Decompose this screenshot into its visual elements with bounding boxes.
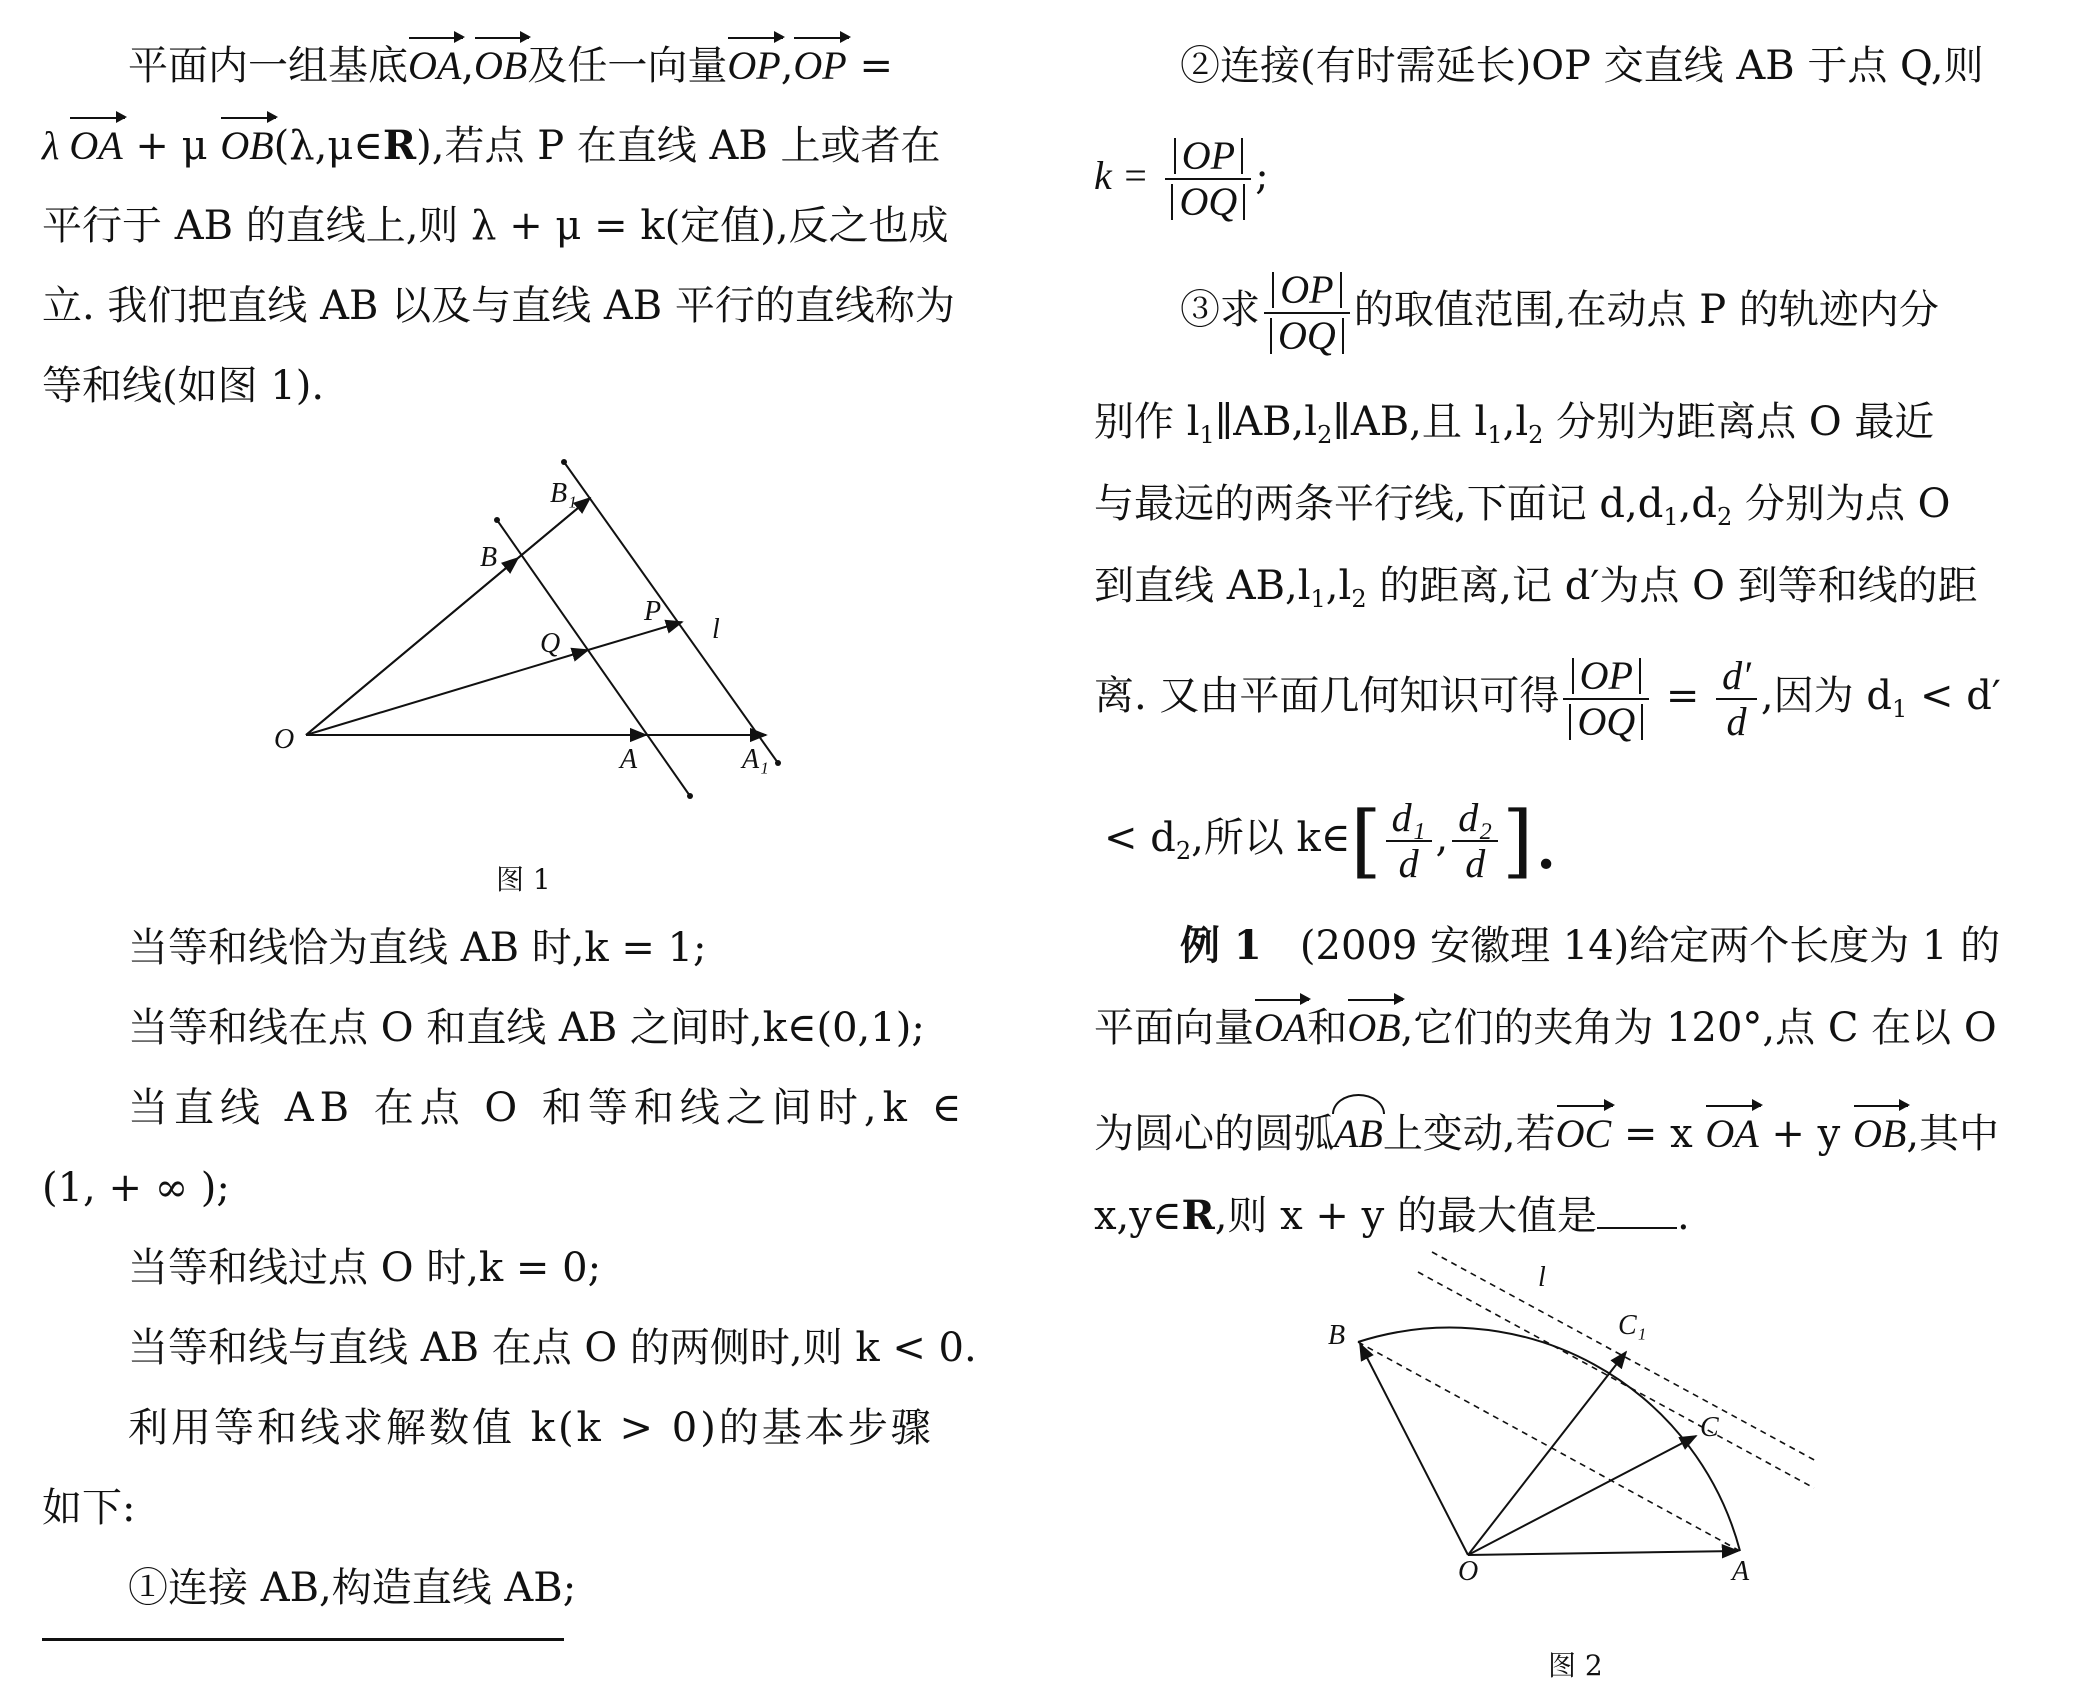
text: 的取值范围,在动点 P 的轨迹内分: [1353, 287, 1939, 333]
case-6: 利用等和线求解数值 k(k > 0)的基本步骤: [128, 1405, 934, 1451]
figure-2-caption: 图 2: [1548, 1649, 1603, 1682]
vec-ob: OB: [1347, 1005, 1401, 1050]
case-1: 当等和线恰为直线 AB 时,k = 1;: [128, 925, 707, 971]
fraction: [1165, 134, 1251, 224]
vec-op-2: OP: [793, 43, 847, 88]
vector-op: [588, 622, 682, 650]
p1-line5: 等和线(如图 1).: [42, 363, 325, 409]
endpoint-dot: [494, 517, 500, 523]
subscript: 1: [1310, 585, 1326, 613]
text: k =: [1094, 153, 1149, 198]
footnote-rule: [42, 1638, 564, 1641]
vector-oq: [306, 650, 588, 735]
abs-oq: OQ: [1270, 318, 1344, 354]
text: =: [846, 43, 893, 89]
label-a1: A₁: [742, 744, 769, 775]
example-label: 例 1: [1180, 922, 1262, 969]
subscript: 2: [1351, 585, 1367, 613]
text: 与最远的两条平行线,下面记 d,d: [1094, 481, 1664, 527]
p1-line3: 平行于 AB 的直线上,则 λ + μ = k(定值),反之也成: [42, 203, 949, 249]
text: λ: [42, 123, 70, 168]
text: 平面向量: [1094, 1005, 1254, 1051]
label-b: B: [1328, 1320, 1346, 1351]
text: ;: [1255, 153, 1269, 199]
fraction: [1563, 654, 1649, 744]
text: ,则 x + y 的最大值是: [1214, 1193, 1597, 1239]
d1: d₁: [1386, 796, 1432, 842]
text: 分别为距离点 O 最近: [1543, 399, 1935, 445]
vec-ob: OB: [474, 43, 528, 88]
vec-op: OP: [727, 43, 781, 88]
label-l: l: [1538, 1262, 1546, 1293]
subscript: 2: [1175, 837, 1192, 865]
subscript: 1: [1891, 695, 1908, 723]
text: =: [1653, 673, 1713, 719]
line-l: [564, 462, 778, 763]
abs-oq: OQ: [1569, 704, 1643, 740]
vector-ob: [306, 558, 518, 735]
figure-1: [0, 0, 1040, 860]
example-1-line2: [1094, 1004, 1997, 1052]
subscript: 1: [1199, 421, 1215, 449]
label-c1: C₁: [1618, 1310, 1647, 1341]
case-3: 当直线 AB 在点 O 和等和线之间时,k ∈: [128, 1085, 968, 1131]
dashed-line-ab: [1358, 1342, 1740, 1551]
text: ,其中: [1906, 1111, 2000, 1157]
text: 上变动,若: [1382, 1111, 1556, 1157]
text: (2009 安徽理 14)给定两个长度为 1 的: [1299, 923, 2001, 969]
text: ,d: [1678, 481, 1717, 527]
k-range: [1104, 790, 1559, 886]
vec-oc: OC: [1555, 1111, 1612, 1156]
case-3b: (1, + ∞ );: [42, 1165, 230, 1211]
step-1: ①连接 AB,构造直线 AB;: [128, 1565, 577, 1611]
d: d: [1465, 841, 1486, 886]
bracket: [: [1350, 794, 1382, 887]
text: 到直线 AB,l: [1094, 563, 1311, 609]
abs-oq: OQ: [1171, 184, 1245, 220]
label-c: C: [1700, 1412, 1719, 1443]
label-l: l: [712, 614, 720, 645]
vec-oa: OA: [69, 123, 123, 168]
text: .: [1676, 1193, 1690, 1239]
figure-1-caption: 图 1: [496, 863, 551, 896]
subscript: 2: [1528, 421, 1544, 449]
step-3-line5: [1094, 648, 2001, 744]
label-a: A: [1732, 1556, 1750, 1587]
text: ∥AB,l: [1214, 399, 1318, 445]
endpoint-dot: [775, 760, 781, 766]
fraction: [1716, 654, 1757, 744]
text: 为圆心的圆弧: [1094, 1111, 1334, 1157]
vec-ob: OB: [220, 123, 274, 168]
label-q: Q: [540, 628, 561, 659]
abs-op: OP: [1174, 138, 1243, 174]
vector-oc1: [1468, 1352, 1626, 1555]
case-2: 当等和线在点 O 和直线 AB 之间时,k∈(0,1);: [128, 1005, 925, 1051]
text: + y: [1758, 1111, 1853, 1157]
case-4: 当等和线过点 O 时,k = 0;: [128, 1245, 602, 1291]
text: 的距离,记 d′为点 O 到等和线的距: [1366, 563, 1978, 609]
text: ,l: [1502, 399, 1529, 445]
arc-ab-curve: [1358, 1328, 1740, 1551]
p1-line4: 立. 我们把直线 AB 以及与直线 AB 平行的直线称为: [42, 283, 955, 329]
d: d: [1398, 841, 1419, 886]
case-5: 当等和线与直线 AB 在点 O 的两侧时,则 k < 0.: [128, 1325, 977, 1371]
d: d: [1726, 699, 1747, 744]
answer-blank: [1597, 1193, 1677, 1229]
d2: d₂: [1452, 796, 1498, 842]
label-o: O: [274, 724, 295, 755]
endpoint-dot: [561, 459, 567, 465]
text: ③求: [1180, 287, 1260, 333]
text: 和: [1307, 1005, 1348, 1051]
fraction: [1386, 796, 1432, 886]
vec-oa: OA: [1254, 1005, 1308, 1050]
bracket: ].: [1502, 794, 1559, 887]
step-3-line2: [1094, 398, 1934, 459]
fraction: [1452, 796, 1498, 886]
text: ,因为 d: [1760, 673, 1892, 719]
label-a: A: [620, 744, 638, 775]
text: x,y∈: [1094, 1193, 1182, 1239]
example-1-line1: [1180, 922, 2000, 970]
vector-ob: [1360, 1344, 1468, 1555]
k-formula: [1094, 128, 1269, 224]
text: ),若点 P 在直线 AB 上或者在: [416, 123, 941, 169]
fraction: [1264, 268, 1350, 358]
text: ∥AB,且 l: [1332, 399, 1488, 445]
text: ,: [1435, 815, 1449, 861]
step-3-line3: [1094, 480, 1950, 541]
dashed-line-l: [1432, 1252, 1818, 1462]
text: = x: [1611, 1111, 1706, 1157]
text: 及任一向量: [527, 43, 728, 89]
example-1-line4: [1094, 1192, 1690, 1240]
figure-2: [1300, 1240, 1840, 1600]
text: 别作 l: [1094, 399, 1200, 445]
abs-op: OP: [1572, 658, 1641, 694]
vector-oc: [1468, 1436, 1696, 1555]
text: < d′: [1907, 673, 2001, 719]
text: ,: [780, 43, 794, 89]
real-set: R: [382, 122, 417, 169]
label-o: O: [1458, 1556, 1479, 1587]
real-set: R: [1181, 1192, 1215, 1239]
line-ab: [497, 520, 690, 796]
text: ,l: [1325, 563, 1352, 609]
vec-oa: OA: [408, 43, 462, 88]
text: 离. 又由平面几何知识可得: [1094, 673, 1560, 719]
label-b1: B₁: [550, 478, 577, 509]
subscript: 1: [1487, 421, 1503, 449]
subscript: 2: [1317, 421, 1333, 449]
subscript: 1: [1663, 503, 1679, 531]
dashed-line-c: [1418, 1272, 1814, 1488]
text: 平面内一组基底: [128, 43, 408, 89]
label-p: P: [644, 596, 662, 627]
text: (λ,μ∈: [273, 123, 383, 169]
text: < d: [1104, 815, 1176, 861]
example-1-line3: [1094, 1110, 1999, 1158]
step-3: [1180, 262, 1939, 358]
subscript: 2: [1716, 503, 1733, 531]
endpoint-dot: [687, 793, 693, 799]
case-6b: 如下:: [42, 1485, 136, 1531]
text: ,它们的夹角为 120°,点 C 在以 O: [1400, 1005, 1997, 1051]
vec-oa: OA: [1705, 1111, 1759, 1156]
vector-oa: [1468, 1551, 1738, 1555]
step-3-line4: [1094, 562, 1978, 623]
abs-op: OP: [1272, 272, 1341, 308]
d-prime: d′: [1716, 654, 1757, 700]
arc-ab: AB: [1334, 1111, 1383, 1156]
step-2: ②连接(有时需延长)OP 交直线 AB 于点 Q,则: [1180, 43, 1984, 89]
text: + μ: [122, 123, 221, 169]
label-b: B: [480, 542, 498, 573]
vec-ob: OB: [1852, 1111, 1907, 1156]
text: 分别为点 O: [1732, 481, 1951, 527]
text: ,: [461, 43, 475, 89]
text: ,所以 k∈: [1191, 815, 1351, 861]
